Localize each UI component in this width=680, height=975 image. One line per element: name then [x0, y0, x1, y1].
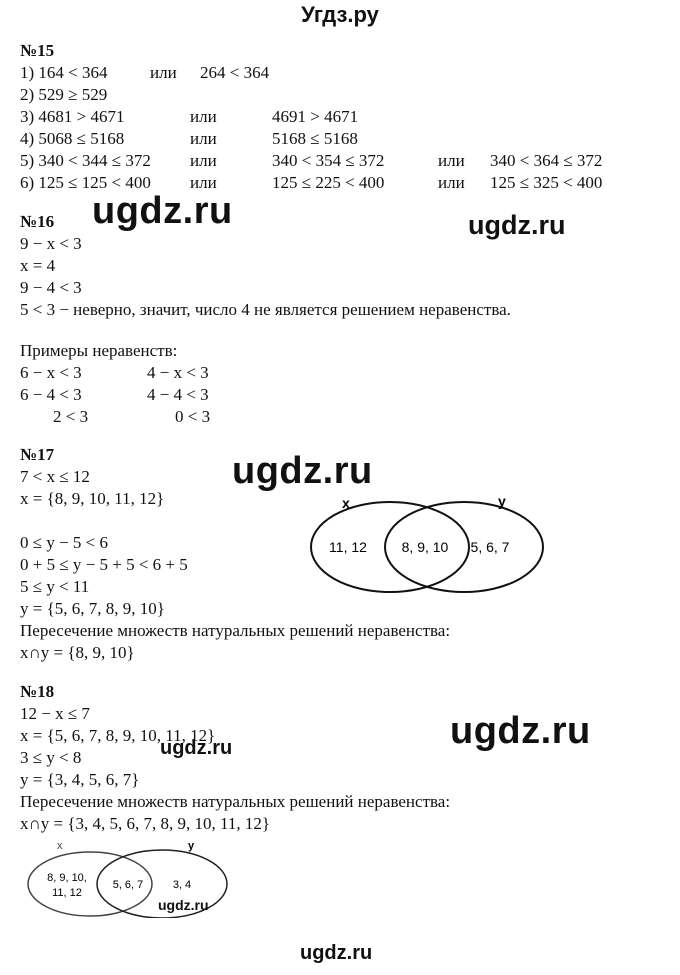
ex17-line-6: 5 ≤ y < 11 [20, 577, 90, 596]
ex15-row-5-or-2: или [438, 151, 465, 170]
ex15-row-4: 4) 5068 ≤ 5168 [20, 129, 125, 148]
page-footer: ugdz.ru [300, 942, 373, 964]
venn-18-center: 5, 6, 7 [112, 879, 144, 891]
ex15-row-5: 5) 340 < 344 ≤ 372 [20, 151, 151, 170]
ex18-line-1: 12 − x ≤ 7 [20, 704, 90, 723]
ex16-example-2a: 6 − 4 < 3 [20, 385, 82, 404]
ex15-row-5-or: или [190, 151, 217, 170]
ex16-example-2b: 4 − 4 < 3 [147, 385, 209, 404]
ex17-line-4: 0 ≤ y − 5 < 6 [20, 533, 109, 552]
ex18-line-6: x∩y = {3, 4, 5, 6, 7, 8, 9, 10, 11, 12} [20, 814, 271, 833]
ex16-example-1b: 4 − x < 3 [147, 363, 209, 382]
exercise-16-title: №16 [20, 212, 55, 231]
venn-diagram-18 [20, 838, 270, 918]
venn-17-label-y: y [498, 493, 506, 509]
venn-18-left-2: 11, 12 [52, 887, 82, 899]
ex17-line-2: x = {8, 9, 10, 11, 12} [20, 489, 165, 508]
ex18-line-5: Пересечение множеств натуральных решений неравенства: [20, 792, 451, 811]
venn-17-label-x: x [342, 495, 350, 511]
watermark-2: ugdz.ru [468, 210, 566, 240]
ex15-row-1: 1) 164 < 364 [20, 63, 108, 82]
exercise-17-title: №17 [20, 445, 55, 464]
ex15-row-3: 3) 4681 > 4671 [20, 107, 125, 126]
ex16-line-3: 9 − 4 < 3 [20, 278, 82, 297]
venn-18-label-y: y [188, 840, 195, 852]
ex15-row-6-or-2: или [438, 173, 465, 192]
watermark-4: ugdz.ru [450, 710, 591, 752]
ex16-line-2: x = 4 [20, 256, 56, 275]
ex18-line-2: x = {5, 6, 7, 8, 9, 10, 11, 12} [20, 726, 216, 745]
ex18-line-3: 3 ≤ y < 8 [20, 748, 82, 767]
ex17-line-8: Пересечение множеств натуральных решений неравенства: [20, 621, 451, 640]
ex18-line-4: y = {3, 4, 5, 6, 7} [20, 770, 140, 789]
ex16-line-1: 9 − x < 3 [20, 234, 82, 253]
watermark-3: ugdz.ru [232, 450, 373, 492]
ex15-row-3-or: или [190, 107, 217, 126]
ex15-row-1-or: или [150, 63, 177, 82]
ex17-line-1: 7 < x ≤ 12 [20, 467, 90, 486]
ex15-row-6-alt-2: 125 ≤ 325 < 400 [490, 173, 603, 192]
venn-18-right: 3, 4 [172, 879, 192, 891]
ex15-row-5-alt-2: 340 < 364 ≤ 372 [490, 151, 603, 170]
venn-17-center: 8, 9, 10 [401, 539, 449, 555]
ex15-row-6: 6) 125 ≤ 125 < 400 [20, 173, 151, 192]
exercise-15-title: №15 [20, 41, 55, 60]
ex15-row-1-alt: 264 < 364 [200, 63, 270, 82]
ex16-examples-title: Примеры неравенств: [20, 341, 178, 360]
ex15-row-6-or: или [190, 173, 217, 192]
venn-18-label-x: x [57, 840, 63, 852]
ex17-line-7: y = {5, 6, 7, 8, 9, 10} [20, 599, 165, 618]
watermark-5: ugdz.ru [160, 737, 233, 759]
venn-diagram-17 [300, 490, 570, 600]
ex16-example-1a: 6 − x < 3 [20, 363, 82, 382]
ex17-line-5: 0 + 5 ≤ y − 5 + 5 < 6 + 5 [20, 555, 188, 574]
watermark-6: ugdz.ru [158, 897, 209, 913]
ex15-row-4-or: или [190, 129, 217, 148]
ex16-line-4: 5 < 3 − неверно, значит, число 4 не является решением неравенства. [20, 300, 511, 319]
ex15-row-5-alt: 340 < 354 ≤ 372 [272, 151, 385, 170]
ex15-row-3-alt: 4691 > 4671 [272, 107, 359, 126]
venn-18-left-1: 8, 9, 10, [47, 872, 87, 884]
watermark-1: ugdz.ru [92, 190, 233, 232]
exercise-18-title: №18 [20, 682, 55, 701]
ex15-row-2: 2) 529 ≥ 529 [20, 85, 108, 104]
page-header: Угдз.ру [301, 2, 379, 27]
ex16-example-3a: 2 < 3 [53, 407, 89, 426]
venn-17-right: 5, 6, 7 [470, 539, 510, 555]
ex17-line-9: x∩y = {8, 9, 10} [20, 643, 135, 662]
ex15-row-4-alt: 5168 ≤ 5168 [272, 129, 358, 148]
ex16-example-3b: 0 < 3 [175, 407, 211, 426]
ex15-row-6-alt: 125 ≤ 225 < 400 [272, 173, 385, 192]
venn-17-left: 11, 12 [329, 539, 367, 555]
